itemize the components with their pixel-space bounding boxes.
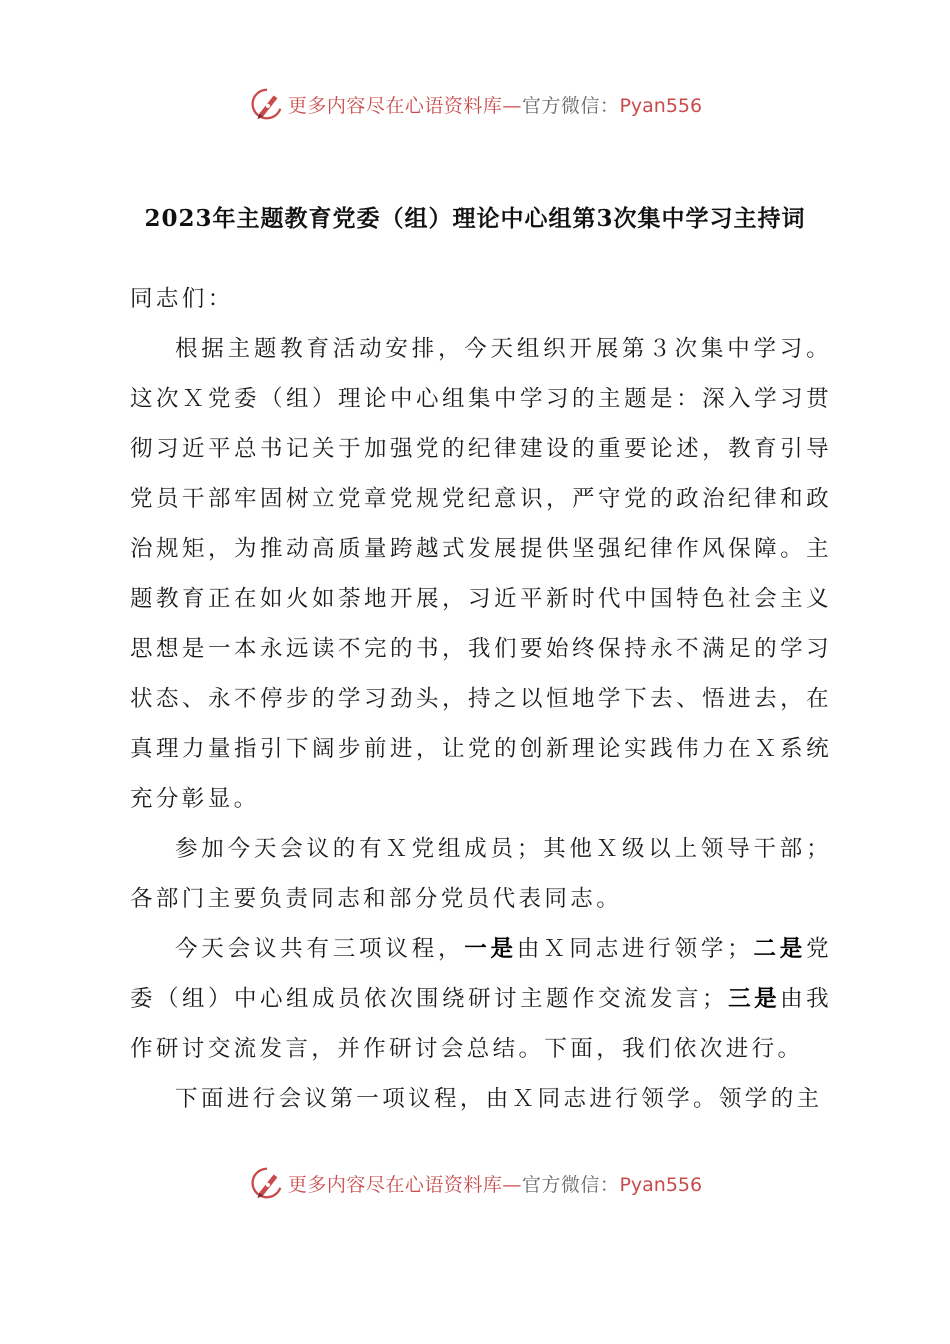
watermark-text [288, 91, 702, 118]
paragraph-4: 下面进行会议第一项议程，由Ｘ同志进行领学。领学的主 [175, 1086, 823, 1112]
document-title: 2023年主题教育党委（组）理论中心组第3次集中学习主持词 [144, 205, 806, 232]
watermark-dash: — [502, 94, 522, 117]
agenda-item-3-marker: 三是 [727, 986, 781, 1012]
document-body [130, 274, 832, 1124]
paragraph-2: 参加今天会议的有Ｘ党组成员；其他Ｘ级以上领导干部；各部门主要负责同志和部分党员代表同志。 [130, 836, 832, 912]
watermark-sub: 官方微信： [521, 1173, 620, 1196]
watermark-main: 更多内容尽在心语资料库 [287, 1173, 503, 1196]
paragraph-3-text-c: 由Ｘ同志进行领学； [516, 936, 754, 962]
agenda-item-2-marker: 二是 [753, 936, 807, 962]
watermark-main: 更多内容尽在心语资料库 [287, 94, 503, 117]
paragraph-3-text-d: 党委（组）中心组成员依次围绕研讨主题作交流发言； [130, 936, 832, 1012]
paragraph-3-text-a: 今天会议共有三项议程， [175, 936, 465, 962]
pen-circle-logo-icon [248, 85, 286, 123]
watermark-wechat-id: Pyan556 [619, 94, 703, 117]
agenda-item-1-marker: 一是 [464, 936, 517, 962]
paragraph-1: 根据主题教育活动安排，今天组织开展第３次集中学习。这次Ｘ党委（组）理论中心组集中学习的主题是：深入学习贯彻习近平总书记关于加强党的纪律建设的重要论述，教育引导党员干部牢固树立党章党规党纪意识，严守党的政治纪律和政治规矩，为推动高质量跨越式发展提供坚强纪律作风保障。主题教育正在如火如荼地开展，习近平新时代中国特色社会主义思想是一本永远读不完的书，我们要始终保持永不满足的学习状态、永不停步的学习劲头，持之以恒地学下去、悟进去，在真理力量指引下阔步前进，让党的创新理论实践伟力在Ｘ系统充分彰显。 [130, 336, 832, 812]
paragraph-3-text-e: 由我作研讨交流发言，并作研讨会总结。下面，我们依次进行。 [130, 986, 832, 1062]
watermark-text [288, 1170, 702, 1197]
pen-circle-logo-icon [248, 1164, 286, 1202]
watermark-dash: — [502, 1173, 522, 1196]
watermark-wechat-id: Pyan556 [619, 1173, 703, 1196]
watermark-sub: 官方微信： [521, 94, 620, 117]
salutation: 同志们： [130, 286, 234, 312]
paragraph-3 [130, 924, 832, 1074]
watermark-header [0, 84, 950, 124]
watermark-footer [0, 1163, 950, 1203]
